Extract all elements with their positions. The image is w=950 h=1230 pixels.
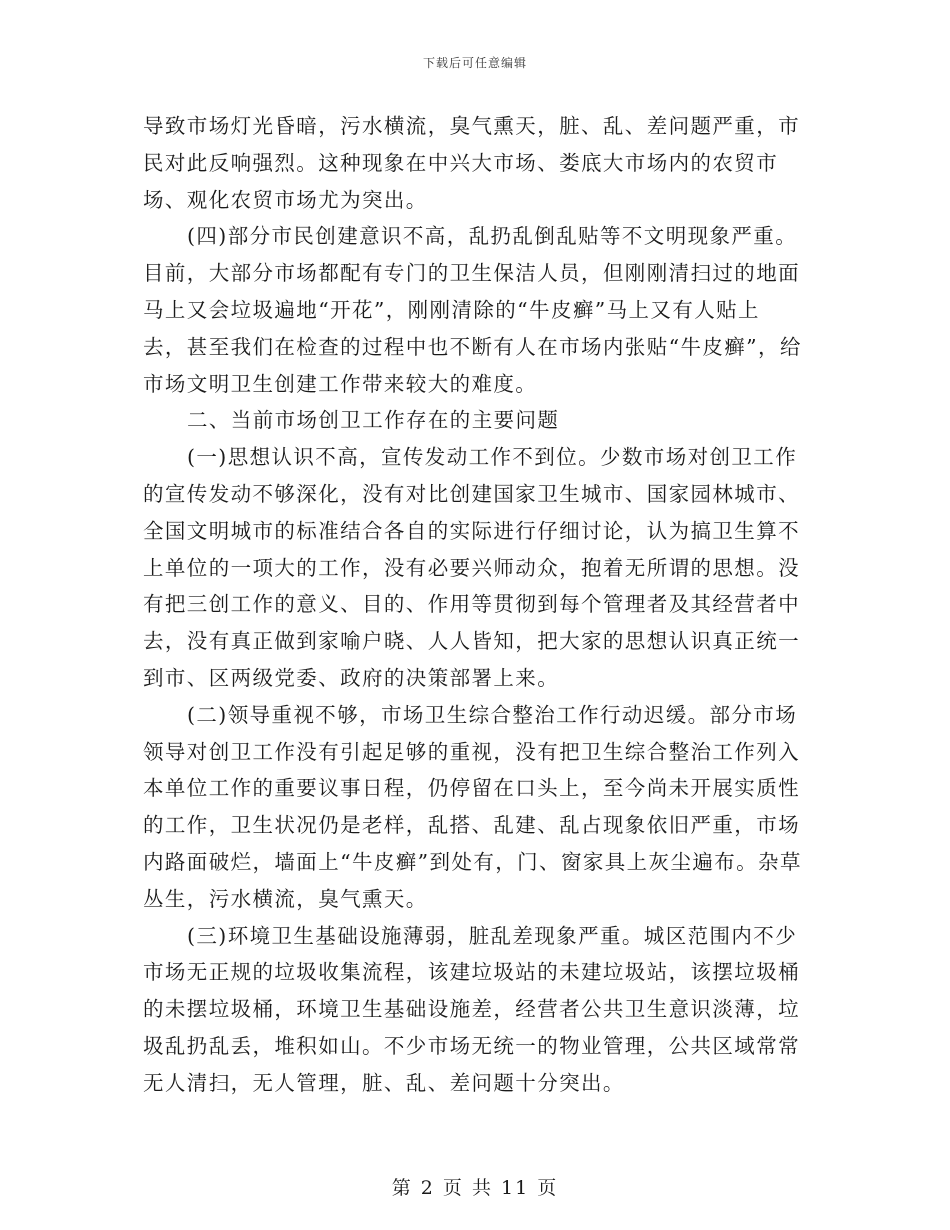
page-footer (0, 1173, 950, 1200)
paragraph-three: (三)环境卫生基础设施薄弱，脏乱差现象严重。城区范围内不少市场无正规的垃圾收集流程，该建垃圾站的未建垃圾站，该摆垃圾桶的未摆垃圾桶，环境卫生基础设施差，经营者公共卫生意识淡薄，垃圾乱扔乱丢，堆积如山。不少市场无统一的物业管理，公共区域常常无人清扫，无人管理，脏、乱、差问题十分突出。 (143, 923, 800, 1095)
page-header: 下载后可任意编辑 (422, 56, 527, 70)
paragraph-continuation: 导致市场灯光昏暗，污水横流，臭气熏天，脏、乱、差问题严重，市民对此反响强烈。这种现象在中兴大市场、娄底大市场内的农贸市场、观化农贸市场尤为突出。 (143, 114, 800, 212)
footer-page-number: 2 (420, 1177, 435, 1199)
footer-prefix: 第 (391, 1177, 413, 1199)
paragraph-one: (一)思想认识不高，宣传发动工作不到位。少数市场对创卫工作的宣传发动不够深化，没有对比创建国家卫生城市、国家园林城市、全国文明城市的标准结合各自的实际进行仔细讨论，认为搞卫生算不上单位的一项大的工作，没有必要兴师动众，抱着无所谓的思想。没有把三创工作的意义、目的、作用等贯彻到每个管理者及其经营者中去，没有真正做到家喻户晓、人人皆知，把大家的思想认识真正统一到市、区两级党委、政府的决策部署上来。 (143, 445, 800, 690)
section-heading: 二、当前市场创卫工作存在的主要问题 (187, 408, 560, 433)
paragraph-two: (二)领导重视不够，市场卫生综合整治工作行动迟缓。部分市场领导对创卫工作没有引起足够的重视，没有把卫生综合整治工作列入本单位工作的重要议事日程，仍停留在口头上，至今尚未开展实质性的工作，卫生状况仍是老样，乱搭、乱建、乱占现象依旧严重，市场内路面破烂，墙面上“牛皮癣”到处有，门、窗家具上灰尘遍布。杂草丛生，污水横流，臭气熏天。 (143, 702, 802, 911)
footer-middle: 页 共 (442, 1177, 493, 1199)
footer-suffix: 页 (537, 1177, 559, 1199)
paragraph-four: (四)部分市民创建意识不高，乱扔乱倒乱贴等不文明现象严重。目前，大部分市场都配有专门的卫生保洁人员，但刚刚清扫过的地面马上又会垃圾遍地“开花”，刚刚清除的“牛皮癣”马上又有人贴上去，甚至我们在检查的过程中也不断有人在市场内张贴“牛皮癣”，给市场文明卫生创建工作带来较大的难度。 (143, 224, 802, 396)
footer-total-pages: 11 (501, 1177, 530, 1199)
document-body (143, 108, 803, 1102)
